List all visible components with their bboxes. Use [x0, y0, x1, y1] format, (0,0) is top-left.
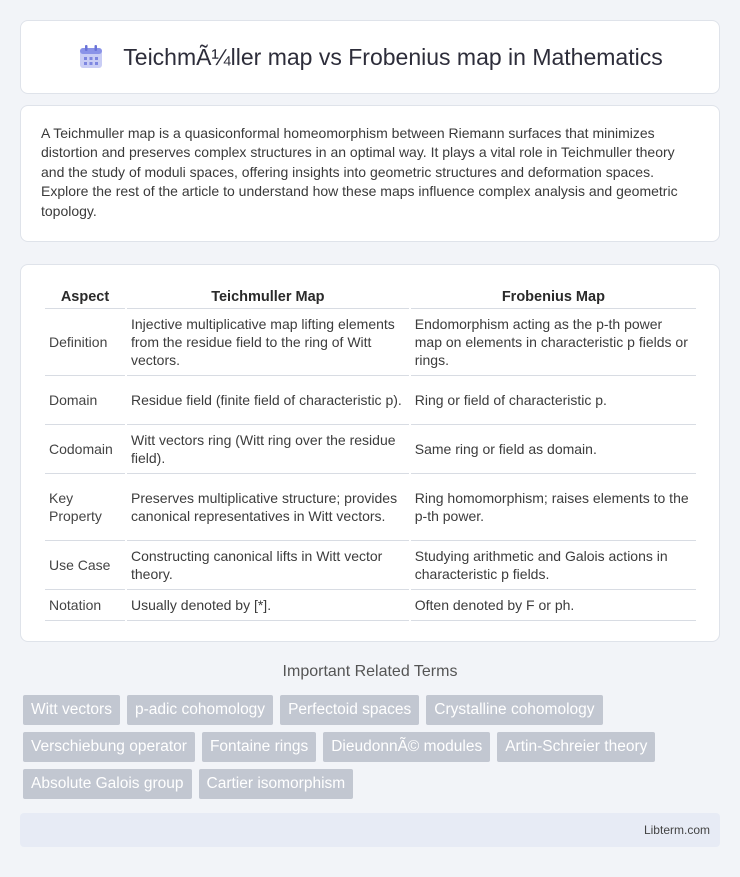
tag-link[interactable]: Witt vectors: [23, 695, 120, 725]
table-row: [45, 376, 696, 425]
row-teichmuller: Injective multiplicative map lifting elements from the residue field to the ring of Witt vectors.: [127, 309, 409, 376]
tag-link[interactable]: p-adic cohomology: [127, 695, 273, 725]
intro-card: [20, 105, 720, 242]
tag-link[interactable]: Artin-Schreier theory: [497, 732, 655, 762]
row-frobenius: Same ring or field as domain.: [411, 425, 696, 474]
tag-link[interactable]: Fontaine rings: [202, 732, 316, 762]
comparison-table: [43, 285, 698, 621]
row-frobenius: Often denoted by F or ph.: [411, 590, 696, 621]
related-terms-title: Important Related Terms: [282, 663, 458, 680]
row-aspect: Use Case: [45, 541, 125, 590]
row-frobenius: Ring homomorphism; raises elements to the p-th power.: [411, 474, 696, 541]
title-card: [20, 20, 720, 94]
row-aspect: Codomain: [45, 425, 125, 474]
row-teichmuller: Preserves multiplicative structure; provides canonical representatives in Witt vectors.: [127, 474, 409, 541]
comparison-card: [20, 264, 720, 642]
tag-link[interactable]: Crystalline cohomology: [426, 695, 602, 725]
row-aspect: Notation: [45, 590, 125, 621]
row-aspect: Key Property: [45, 474, 125, 541]
row-teichmuller: Constructing canonical lifts in Witt vector theory.: [127, 541, 409, 590]
tag-link[interactable]: Verschiebung operator: [23, 732, 195, 762]
row-frobenius: Ring or field of characteristic p.: [411, 376, 696, 425]
tag-link[interactable]: Absolute Galois group: [23, 769, 192, 799]
table-header-row: [45, 285, 696, 309]
related-terms-list: [23, 695, 723, 799]
row-frobenius: Endomorphism acting as the p-th power map on elements in characteristic p fields or rings.: [411, 309, 696, 376]
tag-link[interactable]: Perfectoid spaces: [280, 695, 419, 725]
row-teichmuller: Usually denoted by [*].: [127, 590, 409, 621]
intro-text: A Teichmuller map is a quasiconformal homeomorphism between Riemann surfaces that minimizes distortion and preserves complex structures in an optimal way. It plays a vital role in Teichmuller theory and the study of moduli spaces, offering insights into geometric structures and deformation spaces. Explore the rest of the article to understand how these maps influence complex analysis and geometric topology.: [41, 125, 678, 219]
row-teichmuller: Residue field (finite field of characteristic p).: [127, 376, 409, 425]
table-row: [45, 309, 696, 376]
row-aspect: Domain: [45, 376, 125, 425]
row-aspect: Definition: [45, 309, 125, 376]
page-title: TeichmÃ¼ller map vs Frobenius map in Mathematics: [123, 43, 663, 70]
table-row: [45, 541, 696, 590]
header-aspect: Aspect: [45, 285, 125, 309]
table-row: [45, 425, 696, 474]
row-teichmuller: Witt vectors ring (Witt ring over the residue field).: [127, 425, 409, 474]
footer: [20, 813, 720, 847]
row-frobenius: Studying arithmetic and Galois actions in characteristic p fields.: [411, 541, 696, 590]
tag-link[interactable]: DieudonnÃ© modules: [323, 732, 490, 762]
header-teichmuller: Teichmuller Map: [127, 285, 409, 309]
footer-site-link[interactable]: Libterm.com: [643, 823, 710, 837]
table-row: [45, 474, 696, 541]
table-row: [45, 590, 696, 621]
tag-link[interactable]: Cartier isomorphism: [199, 769, 354, 799]
header-frobenius: Frobenius Map: [411, 285, 696, 309]
calendar-icon: [77, 43, 105, 71]
